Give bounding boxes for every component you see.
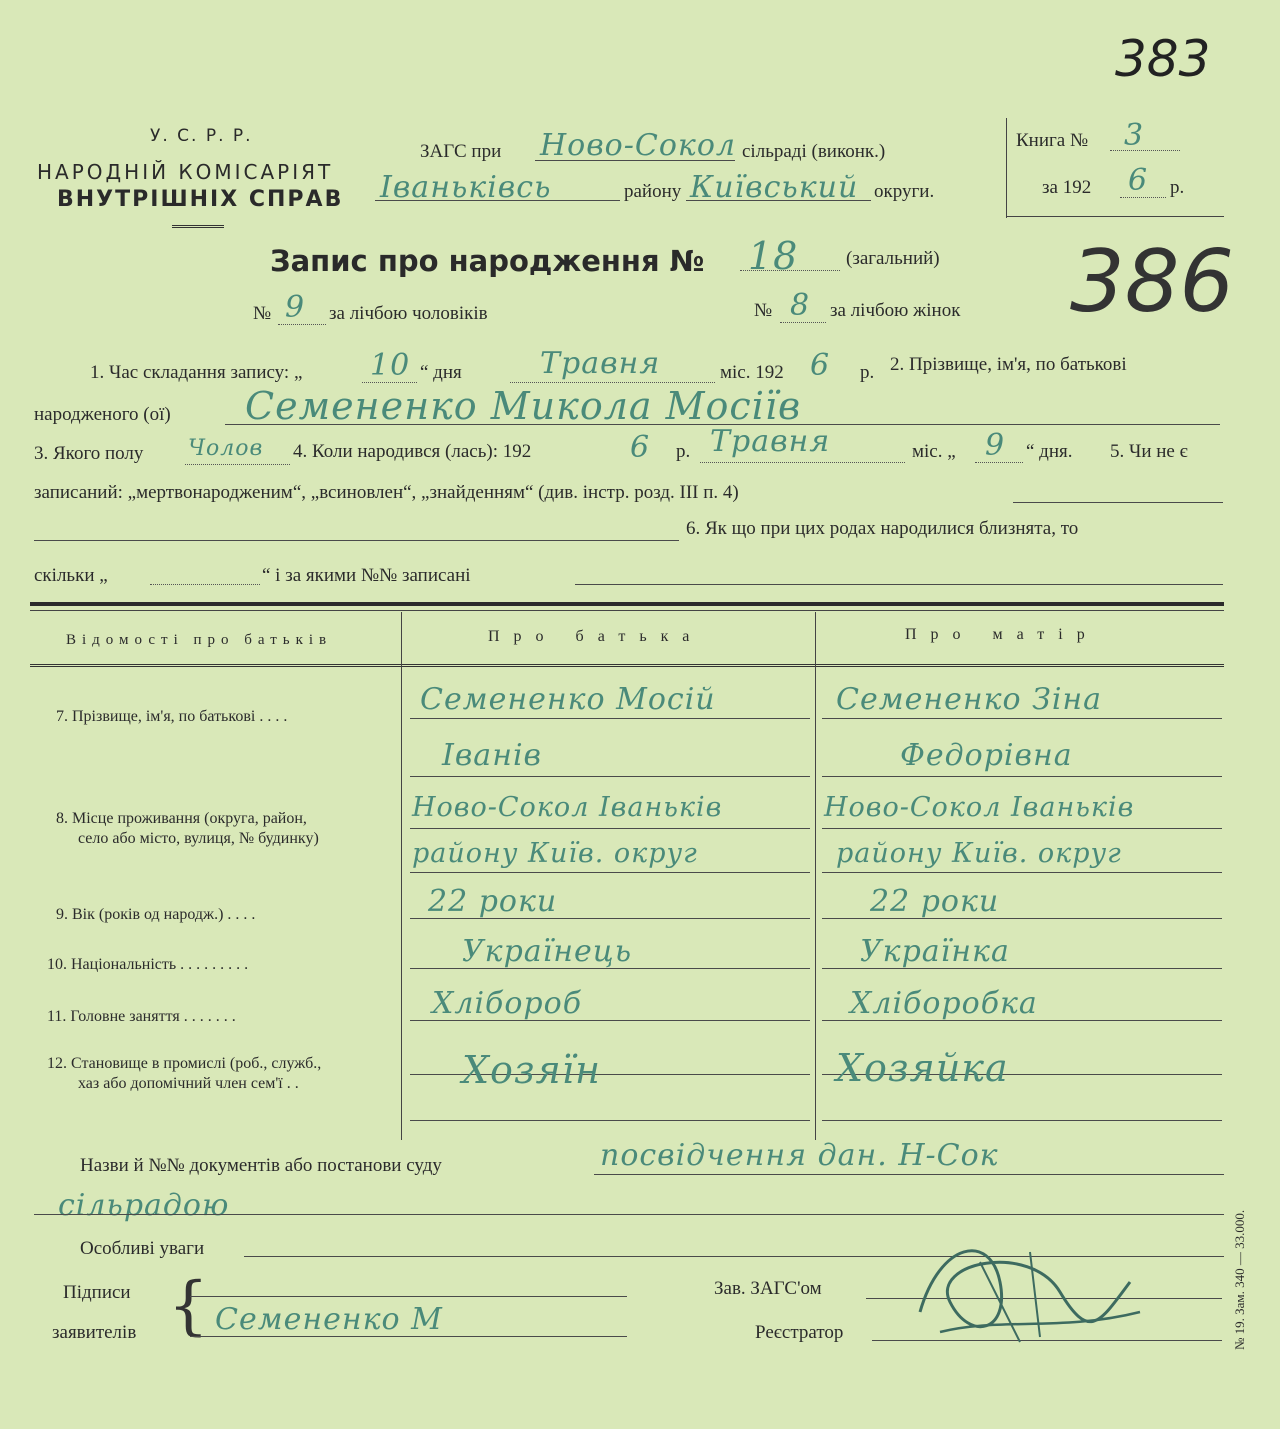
row12b-line-mother	[822, 1120, 1222, 1121]
mother-status: Хозяйка	[836, 1046, 1009, 1090]
archive-big-number: 386	[1070, 232, 1235, 332]
side-print-code: № 19. Зам. 340 — 33.000.	[1232, 1209, 1247, 1350]
book-year-suffix: р.	[1170, 177, 1185, 198]
table-col-divider-1	[401, 612, 402, 1140]
record-number: 18	[748, 234, 799, 278]
field4-day-line	[975, 462, 1023, 463]
row8-label-cont: село або місто, вулиця, № будинку)	[78, 830, 319, 847]
signature-line-2	[190, 1336, 627, 1337]
table-header-divider	[30, 664, 1224, 667]
row11-label: 11. Головне заняття . . . . . . .	[47, 1008, 236, 1025]
female-number-line	[780, 322, 826, 323]
field6-cont-b: “ і за якими №№ записані	[262, 565, 471, 586]
district-value: Іваньківсь	[380, 170, 552, 205]
applicant-signature: Семененко М	[215, 1302, 443, 1337]
male-number: 9	[285, 290, 306, 325]
book-label: Книга №	[1016, 130, 1089, 151]
child-sex: Чолов	[188, 436, 264, 461]
field1-year: 6	[810, 348, 831, 383]
father-name: Семененко Мосій	[420, 682, 716, 717]
father-residence: Ново-Сокол Іваньків	[412, 792, 723, 823]
child-sex-line	[185, 464, 290, 465]
book-number: 3	[1124, 118, 1145, 153]
registrar-signature-icon	[880, 1222, 1180, 1362]
documents-label: Назви й №№ документів або постанови суду	[80, 1155, 442, 1176]
row7-line-mother	[822, 718, 1222, 719]
okrug-value: Київський	[690, 170, 859, 205]
commissariat-line2: ВНУТРІШНІХ СПРАВ	[57, 187, 344, 212]
okrug-suffix: округи.	[874, 181, 935, 202]
district-line	[375, 200, 620, 201]
field2-label-cont: народженого (ої)	[34, 404, 171, 425]
female-number-prefix: №	[754, 300, 773, 321]
header-divider	[172, 225, 224, 228]
mother-age: 22 роки	[870, 884, 1000, 919]
field2-label: 2. Прізвище, ім'я, по батькові	[890, 354, 1127, 375]
documents-value-cont: сільрадою	[58, 1188, 230, 1223]
row12-label-cont: хаз або допомічний член сем'ї . .	[78, 1075, 299, 1092]
record-title: Запис про народження №	[270, 244, 705, 278]
male-number-prefix: №	[253, 303, 272, 324]
book-box-bottom	[1006, 216, 1224, 217]
father-age: 22 роки	[428, 884, 558, 919]
field6-label: 6. Як що при цих родах народилися близнята, то	[686, 518, 1079, 539]
field5-label: 5. Чи не є	[1110, 441, 1188, 462]
applicants-label: заявителів	[52, 1322, 137, 1343]
field4-month-suffix: міс. „	[912, 441, 956, 462]
row9-label: 9. Вік (років од народж.) . . . .	[56, 906, 256, 923]
twins-numbers-line	[575, 584, 1223, 585]
row8b-line-mother	[822, 872, 1222, 873]
row10-label: 10. Національність . . . . . . . . .	[47, 956, 249, 973]
documents-line	[594, 1174, 1224, 1175]
mother-nationality: Українка	[860, 934, 1010, 969]
row12b-line-father	[410, 1120, 810, 1121]
field4-year-suffix: р.	[676, 441, 691, 462]
field5-label-cont: записаний: „мертвонародженим“, „всиновлен“, „знайденням“ (див. інстр. розд. III п. 4)	[34, 482, 739, 503]
book-year-line	[1120, 197, 1166, 198]
row8-line-father	[410, 828, 810, 829]
documents-value: посвідчення дан. Н-Сок	[600, 1138, 999, 1173]
table-header-father: Про батька	[488, 628, 704, 645]
female-number: 8	[790, 288, 811, 323]
field1-day-suffix: “ дня	[420, 362, 462, 383]
record-number-line	[740, 270, 840, 271]
signature-line-1	[190, 1296, 627, 1297]
row8b-line-father	[410, 872, 810, 873]
field6-blank-line	[34, 540, 679, 541]
male-number-line	[278, 324, 326, 325]
field4-month-line	[700, 462, 905, 463]
male-count-label: за лічбою чоловіків	[329, 303, 488, 324]
zags-council-line	[535, 160, 735, 161]
field1-month-line	[510, 382, 715, 383]
field1-month: Травня	[540, 346, 661, 381]
field4-day: 9	[985, 428, 1006, 463]
field1-day: 10	[370, 348, 411, 383]
row8-line-mother	[822, 828, 1222, 829]
field1-label: 1. Час складання запису: „	[90, 362, 303, 383]
mother-name: Семененко Зіна	[836, 682, 1103, 717]
father-status: Хозяїн	[462, 1048, 601, 1092]
father-nationality: Українець	[462, 934, 633, 969]
zags-council-value: Ново-Сокол	[540, 128, 736, 163]
table-header-mother: Про матір	[905, 626, 1099, 643]
field4-day-suffix: “ дня.	[1026, 441, 1073, 462]
field5-line	[1013, 502, 1223, 503]
field6-cont-a: скільки „	[34, 565, 108, 586]
field4-month: Травня	[710, 424, 831, 459]
field1-day-line	[362, 382, 417, 383]
table-top-border-2	[30, 610, 1224, 611]
book-year-digit: 6	[1128, 163, 1149, 198]
row12-label: 12. Становище в промислі (роб., служб.,	[47, 1055, 322, 1072]
row7b-line-father	[410, 776, 810, 777]
mother-patronymic: Федорівна	[900, 738, 1073, 773]
row8-label: 8. Місце проживання (округа, район,	[56, 810, 307, 827]
female-count-label: за лічбою жінок	[830, 300, 961, 321]
field4-label: 4. Коли народився (лась): 192	[293, 441, 532, 462]
registrar-label: Реєстратор	[755, 1322, 844, 1343]
father-occupation: Хлібороб	[432, 986, 583, 1021]
district-suffix: району	[624, 181, 682, 202]
field3-label: 3. Якого полу	[34, 443, 144, 464]
mother-residence: Ново-Сокол Іваньків	[824, 792, 1135, 823]
ussr-header: У. С. Р. Р.	[150, 126, 253, 146]
mother-occupation: Хліборобка	[850, 986, 1038, 1021]
field1-year-suffix: р.	[860, 362, 875, 383]
council-suffix: сільраді (виконк.)	[742, 141, 886, 162]
zags-prefix: ЗАГС при	[420, 141, 502, 162]
okrug-line	[686, 200, 871, 201]
commissariat-line1: НАРОДНІЙ КОМІСАРІЯТ	[37, 160, 334, 184]
child-full-name: Семененко Микола Мосіїв	[245, 384, 802, 428]
book-box-left	[1006, 118, 1007, 218]
signatures-label: Підписи	[63, 1282, 131, 1303]
row7-line-father	[410, 718, 810, 719]
signatures-brace: {	[168, 1269, 209, 1343]
father-patronymic: Іванів	[442, 738, 543, 773]
field1-month-suffix: міс. 192	[720, 362, 784, 383]
record-general-label: (загальний)	[846, 248, 940, 269]
book-year-prefix: за 192	[1042, 177, 1092, 198]
book-number-line	[1110, 150, 1180, 151]
row7-label: 7. Прізвище, ім'я, по батькові . . . .	[56, 708, 288, 725]
zags-head-label: Зав. ЗАГС'ом	[714, 1278, 822, 1299]
table-top-border	[30, 602, 1224, 606]
father-residence-cont: району Київ. округ	[412, 838, 698, 869]
table-header-info: Відомості про батьків	[66, 632, 333, 648]
field4-year: 6	[630, 430, 651, 465]
twins-count-line	[150, 584, 260, 585]
notes-label: Особливі уваги	[80, 1238, 205, 1259]
row7b-line-mother	[822, 776, 1222, 777]
documents-line-2	[34, 1214, 1224, 1215]
table-col-divider-2	[815, 612, 816, 1140]
mother-residence-cont: району Київ. округ	[836, 838, 1122, 869]
archive-number: 383	[1115, 30, 1211, 88]
